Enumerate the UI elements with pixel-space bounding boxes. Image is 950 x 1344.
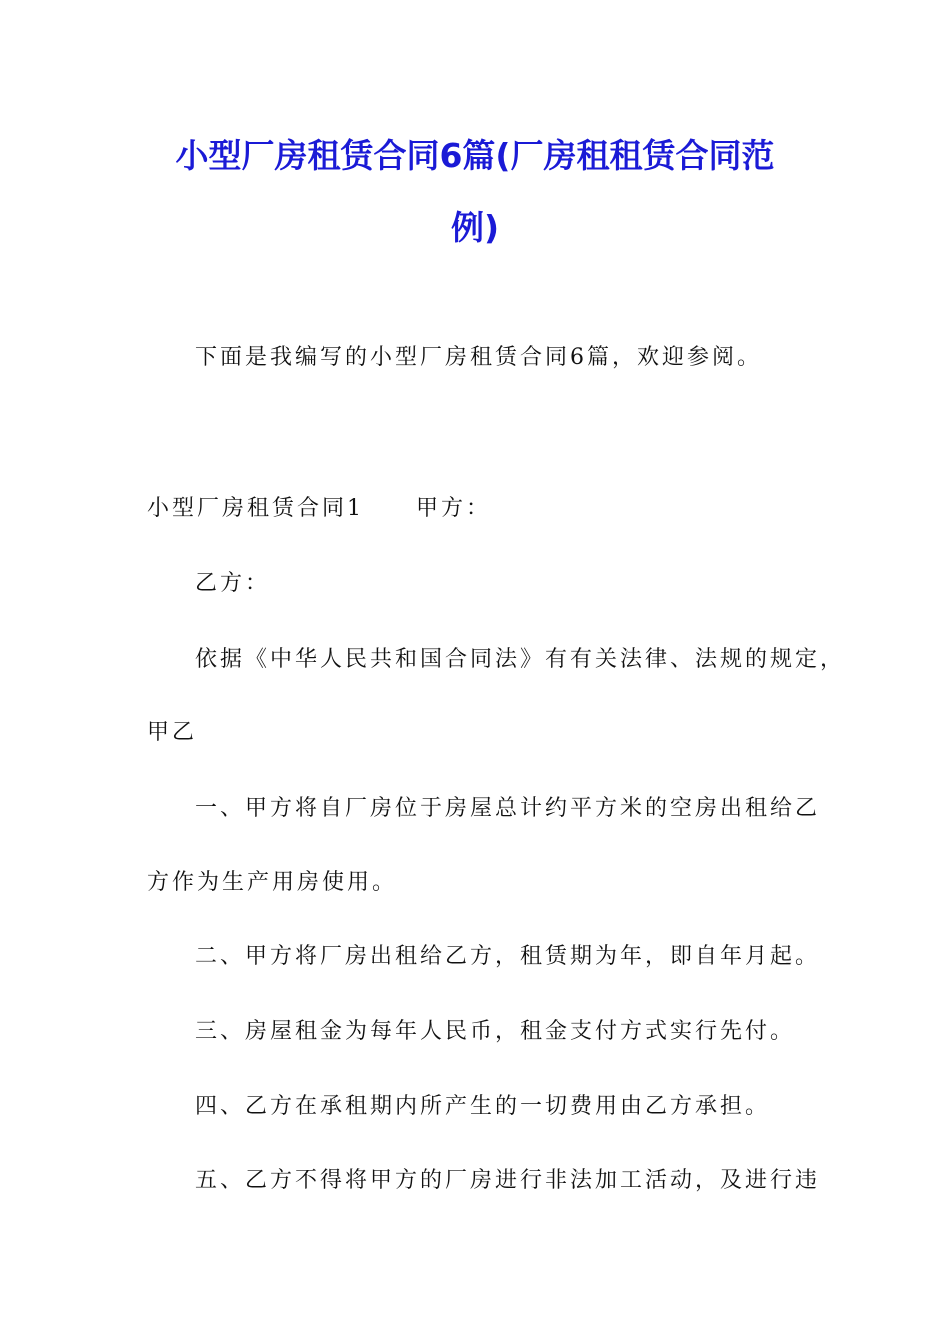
document-title-line-2: 例) <box>450 208 500 247</box>
clause-4: 四、乙方在承租期内所产生的一切费用由乙方承担。 <box>195 1094 771 1119</box>
clause-1-line-1: 一、甲方将自厂房位于房屋总计约平方米的空房出租给乙 <box>195 796 821 821</box>
basis-paragraph-line-1: 依据《中华人民共和国合同法》有有关法律、法规的规定， <box>195 647 846 672</box>
document-title-line-1: 小型厂房租赁合同6篇(厂房租租赁合同范 <box>175 136 775 175</box>
party-b-label: 乙方： <box>195 571 271 596</box>
section-heading-row <box>147 494 491 524</box>
basis-paragraph-line-2: 甲乙 <box>147 720 198 745</box>
party-a-label: 甲方： <box>416 496 492 521</box>
clause-5-line-1: 五、乙方不得将甲方的厂房进行非法加工活动，及进行违 <box>195 1168 821 1193</box>
clause-3: 三、房屋租金为每年人民币，租金支付方式实行先付。 <box>195 1019 796 1044</box>
intro-paragraph: 下面是我编写的小型厂房租赁合同6篇，欢迎参阅。 <box>195 345 762 370</box>
section-heading: 小型厂房租赁合同1 <box>147 496 364 521</box>
clause-1-line-2: 方作为生产用房使用。 <box>147 870 398 895</box>
clause-2: 二、甲方将厂房出租给乙方，租赁期为年，即自年月起。 <box>195 944 821 969</box>
